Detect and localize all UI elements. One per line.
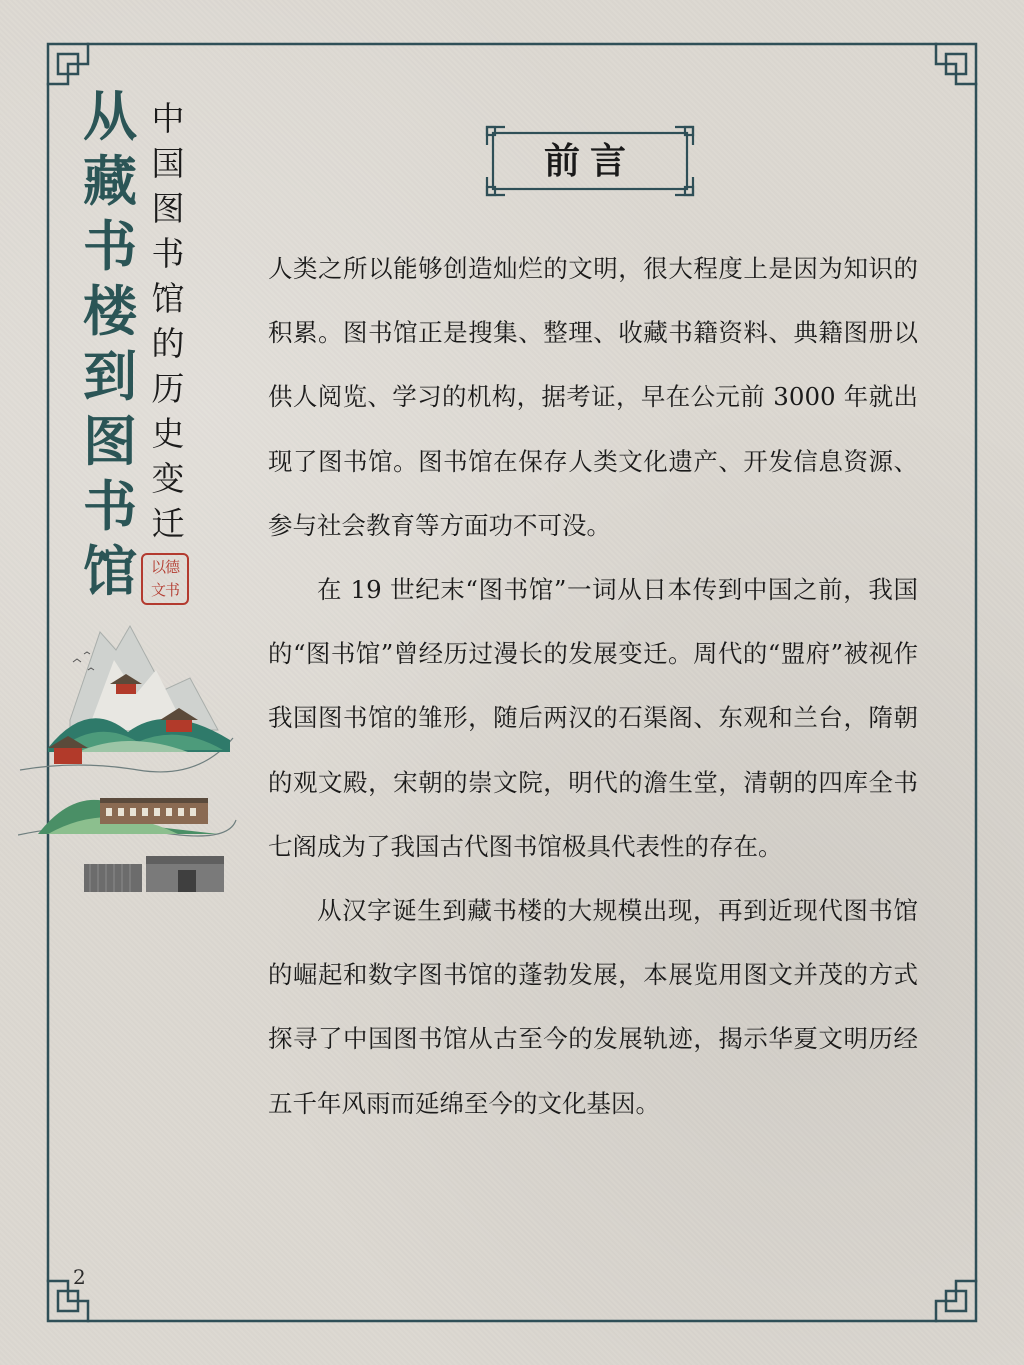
preface-body: [268, 237, 918, 1136]
title-char: 从: [83, 84, 137, 148]
red-seal-stamp: 以德 文书: [141, 553, 189, 605]
vertical-subtitle: [148, 96, 188, 546]
subtitle-char: 历: [151, 369, 185, 408]
subtitle-char: 的: [151, 324, 185, 363]
title-char: 藏: [83, 149, 137, 213]
section-heading-box: [485, 125, 695, 197]
paragraph: 从汉字诞生到藏书楼的大规模出现，再到近现代图书馆的崛起和数字图书馆的蓬勃发展，本展览用图文并茂的方式探寻了中国图书馆从古至今的发展轨迹，揭示华夏文明历经五千年风雨而延绵至今的文化基因。: [268, 896, 918, 1118]
title-char: 书: [83, 474, 137, 538]
subtitle-char: 馆: [151, 279, 185, 318]
subtitle-char: 国: [151, 144, 185, 183]
subtitle-char: 变: [151, 459, 185, 498]
paragraph: 人类之所以能够创造灿烂的文明，很大程度上是因为知识的积累。图书馆正是搜集、整理、收藏书籍资料、典籍图册以供人阅览、学习的机构，据考证，早在公元前 3000 年就出现了图书馆。图书馆在保存人类文化遗产、开发信息资源、参与社会教育等方面功不可没。: [268, 254, 918, 540]
landscape-illustration: [18, 620, 238, 900]
page-number: 2: [73, 1265, 86, 1289]
title-char: 楼: [83, 279, 137, 343]
subtitle-char: 图: [151, 189, 185, 228]
subtitle-char: 迁: [151, 504, 185, 543]
subtitle-char: 中: [151, 99, 185, 138]
title-char: 馆: [83, 539, 137, 603]
vertical-main-title: [80, 84, 140, 604]
paragraph: 在 19 世纪末“图书馆”一词从日本传到中国之前，我国的“图书馆”曾经历过漫长的发展变迁。周代的“盟府”被视作我国图书馆的雏形，随后两汉的石渠阁、东观和兰台，隋朝的观文殿，宋朝的崇文院，明代的澹生堂，清朝的四库全书七阁成为了我国古代图书馆极具代表性的存在。: [268, 575, 918, 861]
title-char: 图: [83, 409, 137, 473]
title-char: 书: [83, 214, 137, 278]
subtitle-char: 史: [151, 414, 185, 453]
section-heading: 前言: [543, 140, 636, 182]
title-char: 到: [83, 344, 137, 408]
subtitle-char: 书: [151, 234, 185, 273]
